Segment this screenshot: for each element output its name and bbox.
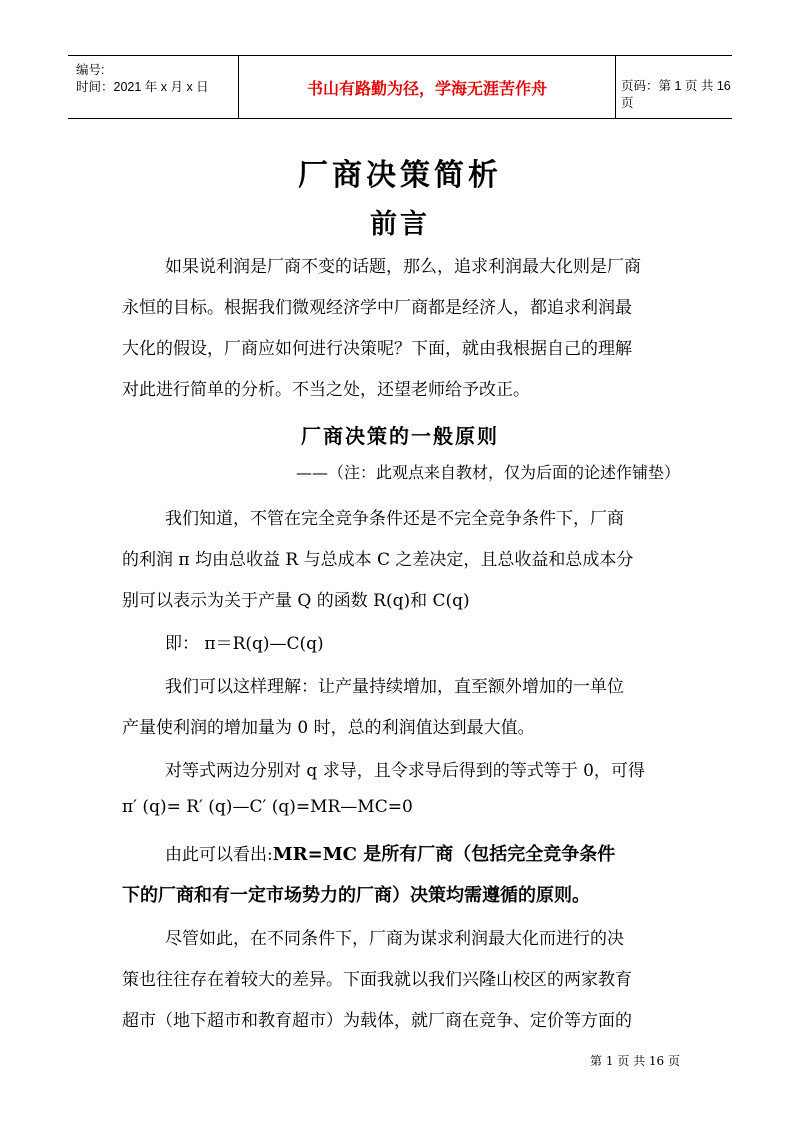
para4-line: 超市（地下超市和教育超市）为载体，就厂商在竞争、定价等方面的 <box>122 1011 632 1031</box>
intro-line: 对此进行简单的分析。不当之处，还望老师给予改正。 <box>122 380 530 400</box>
intro-line: 永恒的目标。根据我们微观经济学中厂商都是经济人，都追求利润最 <box>122 298 632 318</box>
page-footer: 第 1 页 共 16 页 <box>590 1054 680 1068</box>
formula-derivative: π′ (q)= R′ (q)—C′ (q)=MR—MC=0 <box>122 797 413 817</box>
number-label: 编号: <box>76 63 105 77</box>
header-table <box>68 55 732 119</box>
para1-line: 的利润 π 均由总收益 R 与总成本 C 之差决定，且总收益和总成本分 <box>122 550 634 570</box>
conclusion-lead: 由此可以看出: <box>165 845 273 865</box>
para1-line: 我们知道，不管在完全竞争条件还是不完全竞争条件下，厂商 <box>165 509 624 529</box>
section-heading: 厂商决策的一般原则 <box>301 424 499 448</box>
para1-line: 别可以表示为关于产量 Q 的函数 R(q)和 C(q) <box>122 591 470 611</box>
intro-line: 如果说利润是厂商不变的话题，那么，追求利润最大化则是厂商 <box>165 257 641 277</box>
conclusion-bold-line: 下的厂商和有一定市场势力的厂商）决策均需遵循的原则。 <box>122 885 590 906</box>
para2-line: 产量使利润的增加量为 0 时，总的利润值达到最大值。 <box>122 718 535 738</box>
formula-profit: 即： π＝R(q)—C(q) <box>165 634 324 654</box>
conclusion-line <box>165 840 725 866</box>
para4-line: 尽管如此，在不同条件下，厂商为谋求利润最大化而进行的决 <box>165 929 624 949</box>
motto: 书山有路勤为径，学海无涯苦作舟 <box>306 79 547 98</box>
intro-line: 大化的假设，厂商应如何进行决策呢？下面，就由我根据自己的理解 <box>122 339 632 359</box>
page-label: 页码：第 1 页 共 16 页 <box>621 79 731 110</box>
header-center-cell <box>238 56 616 118</box>
para2-line: 我们可以这样理解：让产量持续增加，直至额外增加的一单位 <box>165 677 624 697</box>
time-label: 时间：2021 年 x 月 x 日 <box>76 80 209 94</box>
header-left-cell <box>68 56 238 118</box>
para3-line: 对等式两边分别对 q 求导，且令求导后得到的等式等于 0，可得 <box>165 761 645 781</box>
document-title: 厂商决策简析 <box>298 158 502 193</box>
conclusion-bold: MR=MC 是所有厂商（包括完全竞争条件 <box>272 844 616 865</box>
header-right-cell <box>615 56 732 118</box>
para4-line: 策也往往存在着较大的差异。下面我就以我们兴隆山校区的两家教育 <box>122 970 632 990</box>
preface-heading: 前言 <box>370 209 430 240</box>
section-note: ——（注：此观点来自教材，仅为后面的论述作铺垫） <box>295 463 680 482</box>
